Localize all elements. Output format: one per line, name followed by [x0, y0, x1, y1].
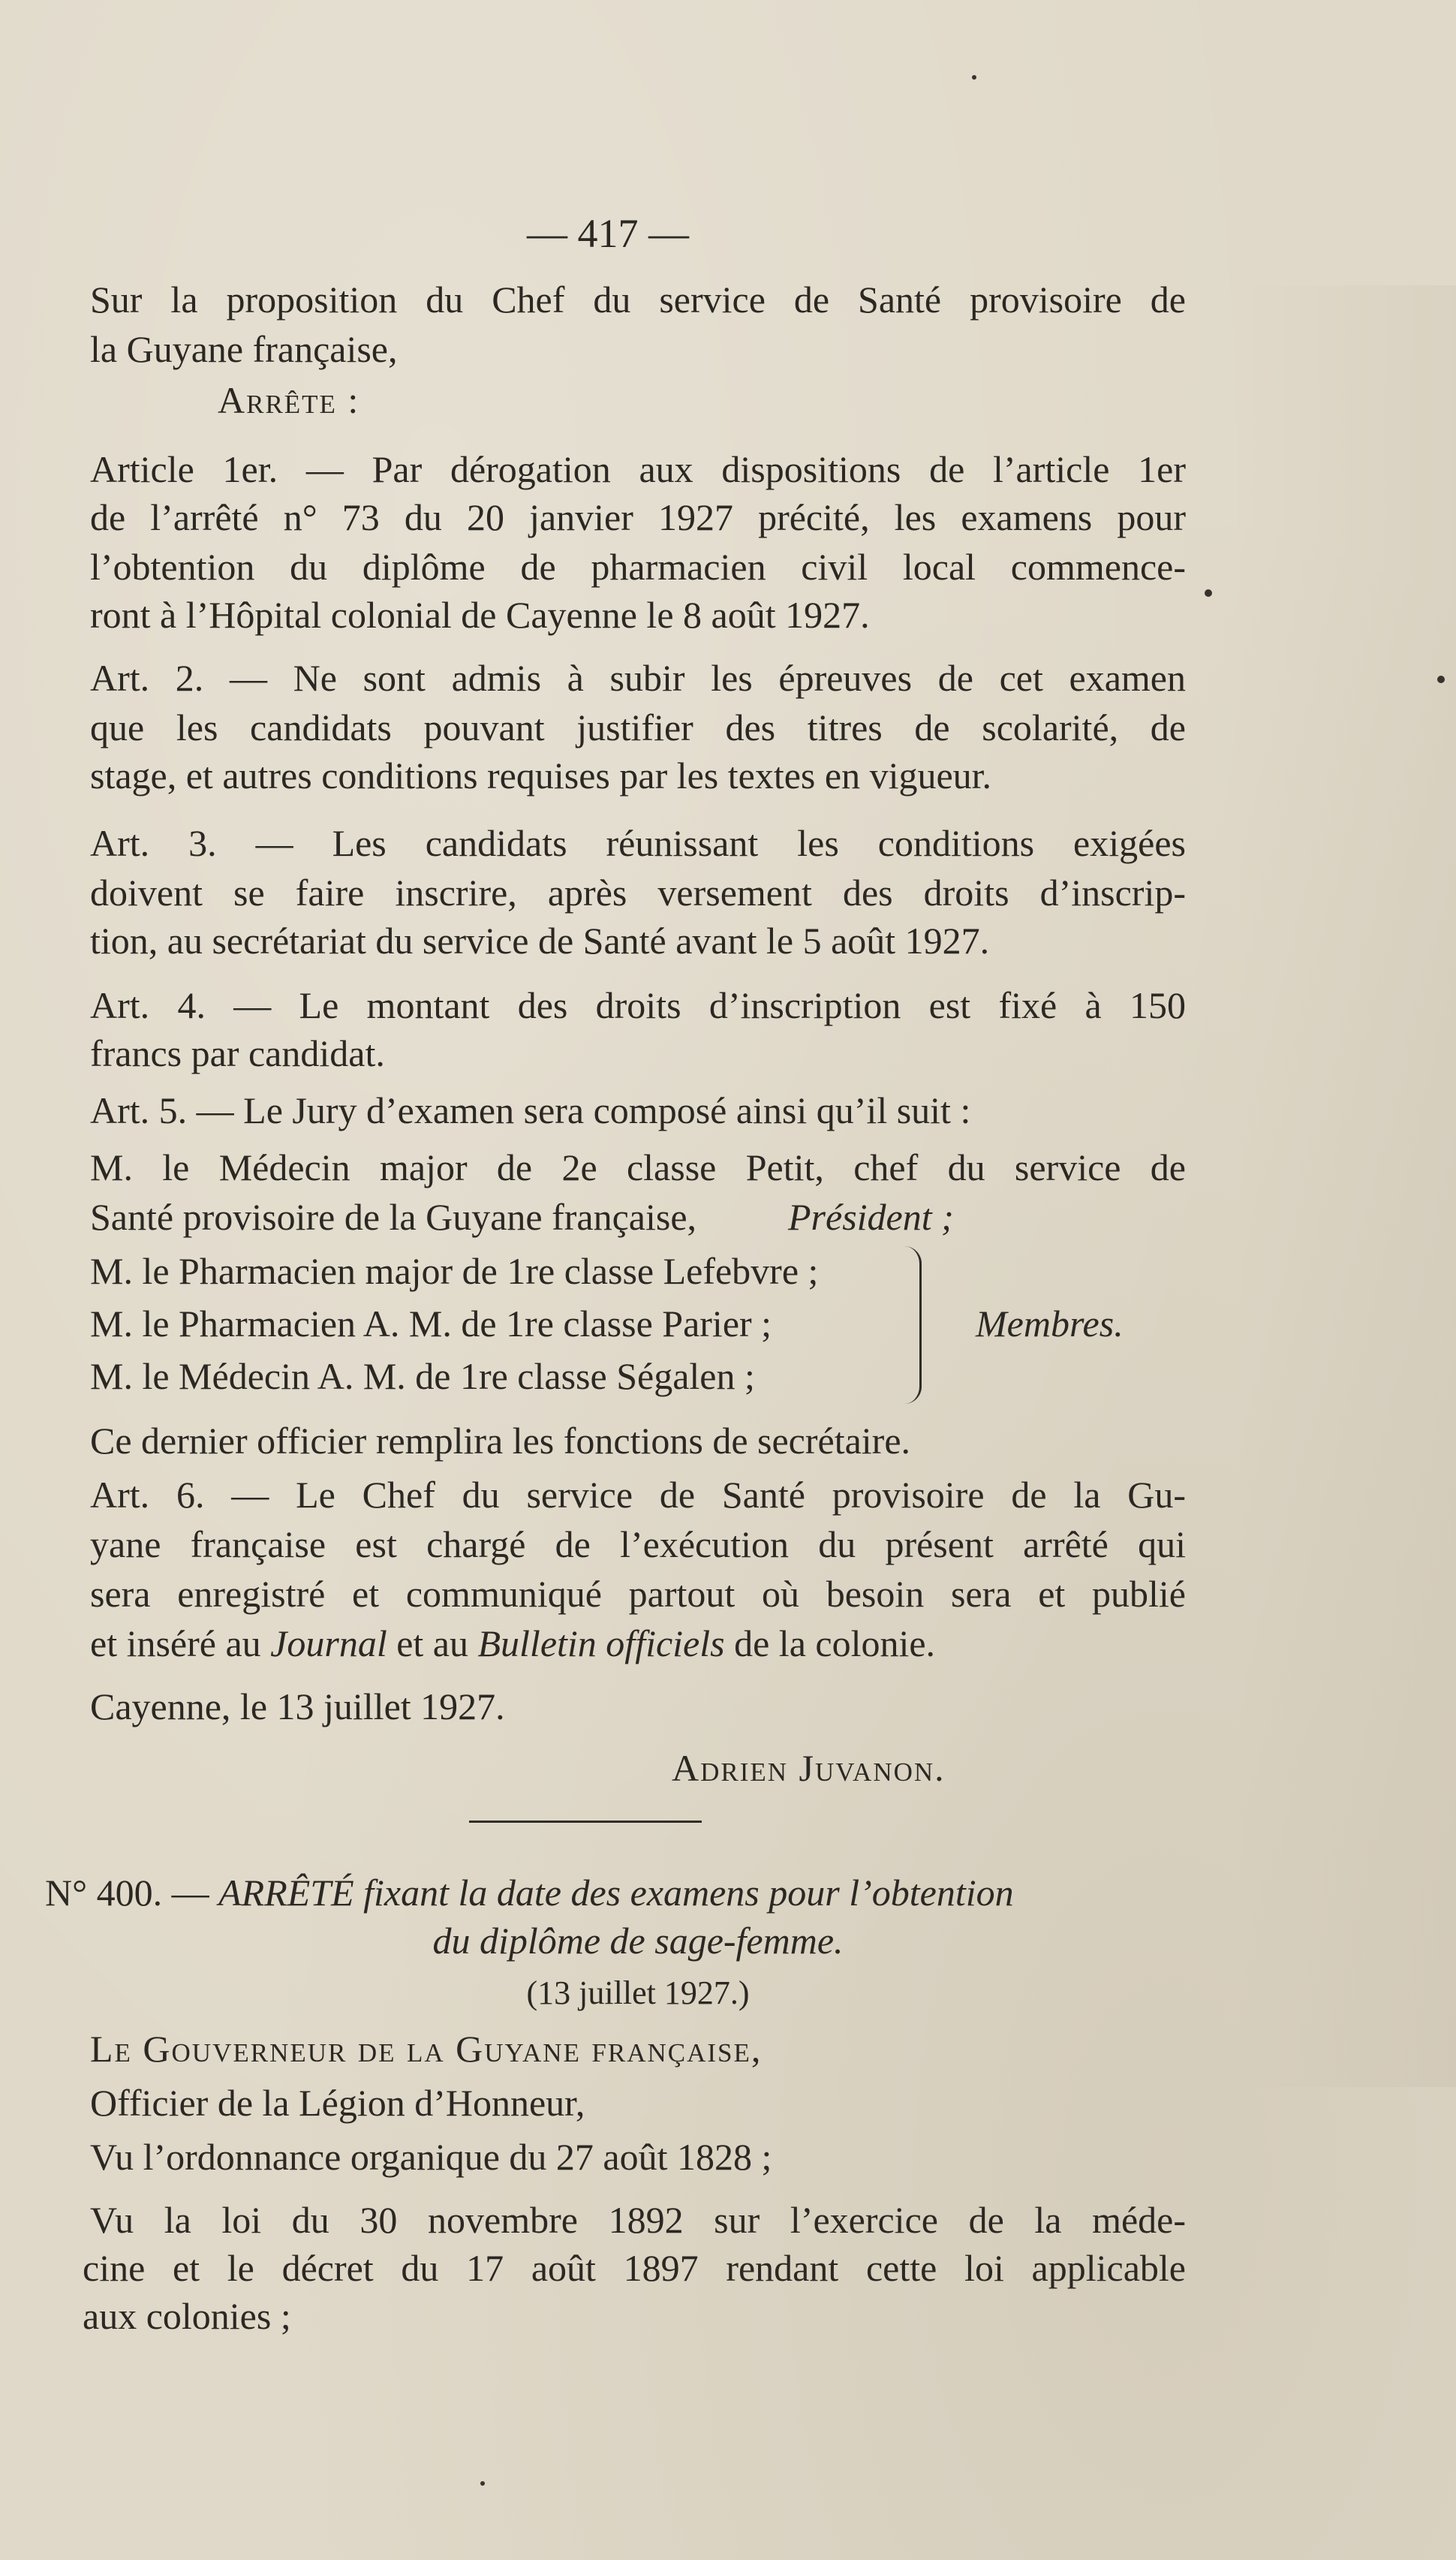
jury-member: M. le Médecin A. M. de 1re classe Ségalen ; [90, 1355, 755, 1397]
jury-brace [904, 1246, 922, 1404]
text-run: et inséré au [90, 1622, 261, 1664]
decree-title-cont: du diplôme de sage-femme. [432, 1920, 844, 1962]
date-line: Cayenne, le 13 juillet 1927. [90, 1685, 505, 1727]
bulletin-title: Bulletin officiels [477, 1622, 725, 1664]
text-line: de l’arrêté n° 73 du 20 janvier 1927 précité, les examens pour [90, 496, 1186, 538]
text-line: cine et le décret du 17 août 1897 rendant cette loi applicable [83, 2247, 1186, 2289]
text-line [90, 1619, 935, 1668]
text-line: Santé provisoire de la Guyane française, [90, 1196, 697, 1238]
jury-member: M. le Pharmacien major de 1re classe Lefebvre ; [90, 1250, 819, 1292]
decree-date: (13 juillet 1927.) [526, 1974, 750, 2011]
text-line: Ce dernier officier remplira les fonctions de secrétaire. [90, 1420, 911, 1462]
ink-speck [1205, 589, 1212, 597]
ink-speck [972, 75, 976, 80]
text-line: sera enregistré et communiqué partout où besoin sera et publié [90, 1573, 1186, 1615]
text-line: Vu l’ordonnance organique du 27 août 1828 ; [90, 2136, 772, 2178]
page-number: — 417 — [527, 211, 689, 256]
president-label: Président ; [788, 1196, 954, 1238]
article-4-line: Art. 4. — Le montant des droits d’inscription est fixé à 150 [90, 984, 1186, 1026]
decree-title: ARRÊTÉ fixant la date des examens pour l’obtention [218, 1872, 1014, 1914]
ink-speck [480, 2481, 485, 2486]
jury-member: M. le Pharmacien A. M. de 1re classe Parier ; [90, 1303, 772, 1345]
ink-speck [1437, 676, 1445, 683]
text-line: tion, au secrétariat du service de Santé avant le 5 août 1927. [90, 920, 990, 962]
text-line: l’obtention du diplôme de pharmacien civil local commence- [90, 546, 1186, 588]
text-line: Officier de la Légion d’Honneur, [90, 2082, 585, 2124]
text-line: yane française est chargé de l’exécution du présent arrêté qui [90, 1523, 1186, 1565]
text-line: doivent se faire inscrire, après versement des droits d’inscrip- [90, 872, 1186, 914]
text-line: francs par candidat. [90, 1032, 385, 1074]
journal-title: Journal [270, 1622, 387, 1664]
text-line: Vu la loi du 30 novembre 1892 sur l’exercice de la méde- [90, 2199, 1186, 2241]
governor-line: Le Gouverneur de la Guyane française, [90, 2028, 763, 2070]
article-1-line: Article 1er. — Par dérogation aux dispositions de l’article 1er [90, 448, 1186, 490]
signature-name: Adrien Juvanon. [672, 1747, 946, 1789]
article-2-line: Art. 2. — Ne sont admis à subir les épreuves de cet examen [90, 657, 1186, 699]
article-6-line: Art. 6. — Le Chef du service de Santé provisoire de la Gu- [90, 1474, 1186, 1516]
text-run: et au [396, 1622, 468, 1664]
bleed-through-shadow [1231, 285, 1456, 2087]
decree-heading-line [45, 1868, 1014, 1917]
text-line: stage, et autres conditions requises par les textes en vigueur. [90, 754, 992, 797]
text-line: aux colonies ; [83, 2295, 291, 2337]
text-run: de la colonie. [734, 1622, 936, 1664]
decree-number: N° 400. — [45, 1872, 209, 1914]
text-line: que les candidats pouvant justifier des titres de scolarité, de [90, 706, 1186, 748]
text-line: la Guyane française, [90, 328, 398, 370]
text-line: M. le Médecin major de 2e classe Petit, chef du service de [90, 1146, 1186, 1188]
section-divider [469, 1821, 702, 1823]
text-line: ront à l’Hôpital colonial de Cayenne le 8 août 1927. [90, 594, 870, 636]
text-line: Sur la proposition du Chef du service de Santé provisoire de [90, 279, 1186, 321]
article-5-line: Art. 5. — Le Jury d’examen sera composé ainsi qu’il suit : [90, 1089, 971, 1131]
members-label: Membres. [976, 1303, 1124, 1345]
article-3-line: Art. 3. — Les candidats réunissant les conditions exigées [90, 822, 1186, 864]
decree-heading: Arrête : [218, 379, 360, 421]
